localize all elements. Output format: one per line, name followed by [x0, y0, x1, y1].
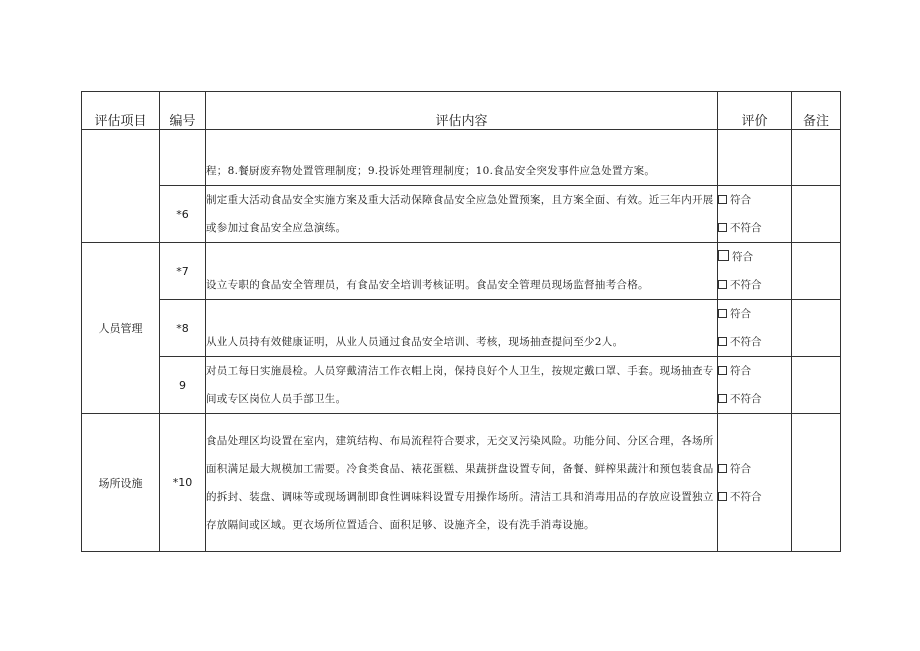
pass-label: 符合	[730, 194, 751, 206]
pass-option[interactable]	[718, 455, 791, 483]
pass-option[interactable]	[718, 300, 791, 328]
remarks-cell[interactable]	[792, 414, 841, 552]
fail-option[interactable]	[718, 271, 791, 299]
evaluation-cell	[718, 186, 792, 243]
fail-option[interactable]	[718, 385, 791, 413]
fail-option[interactable]	[718, 328, 791, 356]
remarks-cell[interactable]	[792, 130, 841, 186]
checkbox-icon[interactable]	[718, 366, 727, 375]
pass-label: 符合	[730, 462, 751, 475]
header-row	[82, 92, 841, 130]
remarks-cell[interactable]	[792, 186, 841, 243]
pass-label: 符合	[730, 308, 751, 320]
item-number: *7	[160, 243, 206, 300]
fail-label: 不符合	[730, 222, 762, 234]
remarks-cell[interactable]	[792, 243, 841, 300]
item-number: *10	[160, 414, 206, 552]
evaluation-cell	[718, 414, 792, 552]
item-content: 制定重大活动食品安全实施方案及重大活动保障食品安全应急处置预案，且方案全面、有效。近三年内开展或参加过食品安全应急演练。	[206, 186, 718, 243]
checkbox-icon[interactable]	[718, 464, 727, 473]
category-premises: 场所设施	[82, 414, 160, 552]
pass-option[interactable]	[718, 186, 791, 214]
evaluation-cell	[718, 300, 792, 357]
header-number: 编号	[160, 92, 206, 130]
checkbox-icon[interactable]	[718, 492, 727, 501]
header-remarks: 备注	[792, 92, 841, 130]
item-content: 对员工每日实施晨检。人员穿戴清洁工作衣帽上岗，保持良好个人卫生，按规定戴口罩、手套。现场抽查专间或专区岗位人员手部卫生。	[206, 357, 718, 414]
category-cell-empty	[82, 130, 160, 243]
category-personnel: 人员管理	[82, 243, 160, 414]
fail-option[interactable]	[718, 214, 791, 242]
table-row	[82, 414, 841, 552]
fail-label: 不符合	[730, 279, 762, 291]
evaluation-cell	[718, 357, 792, 414]
item-number: *8	[160, 300, 206, 357]
item-content: 设立专职的食品安全管理员，有食品安全培训考核证明。食品安全管理员现场监督抽考合格。	[206, 243, 718, 300]
checkbox-icon[interactable]	[718, 337, 727, 346]
table-row	[82, 357, 841, 414]
remarks-cell[interactable]	[792, 300, 841, 357]
header-evaluation: 评价	[718, 92, 792, 130]
checkbox-icon[interactable]	[718, 223, 727, 232]
table-row	[82, 243, 841, 300]
evaluation-cell	[718, 130, 792, 186]
remarks-cell[interactable]	[792, 357, 841, 414]
item-number	[160, 130, 206, 186]
pass-label: 符合	[730, 365, 751, 377]
pass-option[interactable]	[718, 243, 791, 271]
fail-label: 不符合	[730, 393, 762, 405]
table-row	[82, 300, 841, 357]
item-content: 从业人员持有效健康证明，从业人员通过食品安全培训、考核，现场抽查提问至少2人。	[206, 300, 718, 357]
item-number: *6	[160, 186, 206, 243]
item-number: 9	[160, 357, 206, 414]
header-category: 评估项目	[82, 92, 160, 130]
checkbox-icon[interactable]	[718, 250, 729, 261]
fail-option[interactable]	[718, 483, 791, 511]
header-content: 评估内容	[206, 92, 718, 130]
pass-label: 符合	[732, 251, 753, 263]
fail-label: 不符合	[730, 490, 762, 503]
pass-option[interactable]	[718, 357, 791, 385]
checkbox-icon[interactable]	[718, 394, 727, 403]
checkbox-icon[interactable]	[718, 280, 727, 289]
table-row	[82, 186, 841, 243]
evaluation-table	[81, 91, 841, 552]
evaluation-cell	[718, 243, 792, 300]
checkbox-icon[interactable]	[718, 309, 727, 318]
fail-label: 不符合	[730, 336, 762, 348]
table-row	[82, 130, 841, 186]
item-content: 食品处理区均设置在室内，建筑结构、布局流程符合要求，无交叉污染风险。功能分间、分区合理，各场所面积满足最大规模加工需要。冷食类食品、裱花蛋糕、果蔬拼盘设置专间，备餐、鲜榨果蔬汁和预包装食品的拆封、装盘、调味等或现场调制即食性调味料设置专用操作场所。清洁工具和消毒用品的存放应设置独立存放隔间或区域。更衣场所位置适合、面积足够、设施齐全，设有洗手消毒设施。	[206, 414, 718, 552]
checkbox-icon[interactable]	[718, 195, 727, 204]
item-content: 程；8.餐厨废弃物处置管理制度；9.投诉处理管理制度；10.食品安全突发事件应急处置方案。	[206, 130, 718, 186]
